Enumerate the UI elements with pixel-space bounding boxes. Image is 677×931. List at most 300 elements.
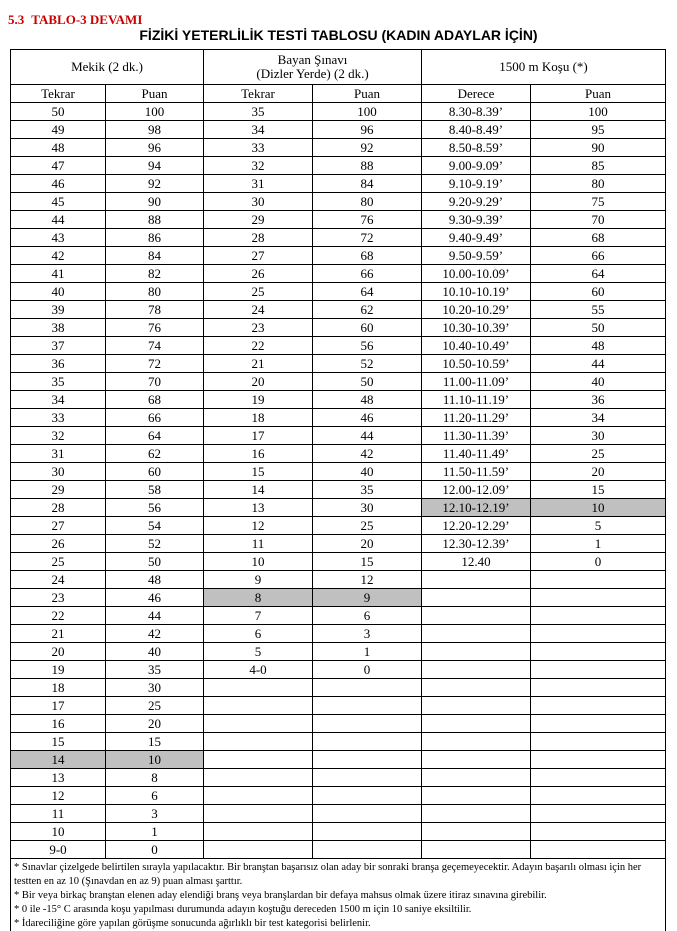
sinav-tekrar-cell: 19 xyxy=(204,391,313,409)
kosu-puan-cell: 34 xyxy=(531,409,666,427)
table-row xyxy=(11,103,666,121)
kosu-puan-cell xyxy=(531,823,666,841)
sinav-header-line1: Bayan Şınavı xyxy=(204,53,421,67)
kosu-puan-cell xyxy=(531,589,666,607)
mekik-tekrar-cell: 41 xyxy=(11,265,106,283)
kosu-puan-cell: 15 xyxy=(531,481,666,499)
mekik-tekrar-cell: 47 xyxy=(11,157,106,175)
mekik-tekrar-cell: 10 xyxy=(11,823,106,841)
kosu-derece-cell xyxy=(422,625,531,643)
kosu-puan-cell: 75 xyxy=(531,193,666,211)
mekik-puan-cell: 68 xyxy=(106,391,204,409)
sinav-puan-cell: 35 xyxy=(313,481,422,499)
sinav-puan-cell: 40 xyxy=(313,463,422,481)
mekik-tekrar-cell: 43 xyxy=(11,229,106,247)
kosu-puan-cell xyxy=(531,697,666,715)
mekik-tekrar-cell: 48 xyxy=(11,139,106,157)
mekik-tekrar-cell: 23 xyxy=(11,589,106,607)
mekik-tekrar-cell: 28 xyxy=(11,499,106,517)
kosu-puan-cell xyxy=(531,715,666,733)
sinav-puan-cell: 46 xyxy=(313,409,422,427)
sinav-puan-cell: 100 xyxy=(313,103,422,121)
mekik-tekrar-cell: 50 xyxy=(11,103,106,121)
sinav-tekrar-cell: 6 xyxy=(204,625,313,643)
table-row xyxy=(11,643,666,661)
sinav-tekrar-cell xyxy=(204,715,313,733)
table-row xyxy=(11,373,666,391)
kosu-derece-cell: 10.20-10.29’ xyxy=(422,301,531,319)
sinav-tekrar-cell xyxy=(204,841,313,859)
fitness-table xyxy=(10,49,666,931)
sinav-tekrar-cell: 35 xyxy=(204,103,313,121)
kosu-derece-cell xyxy=(422,787,531,805)
kosu-derece-cell: 10.50-10.59’ xyxy=(422,355,531,373)
sinav-tekrar-cell: 8 xyxy=(204,589,313,607)
mekik-tekrar-cell: 14 xyxy=(11,751,106,769)
mekik-puan-cell: 62 xyxy=(106,445,204,463)
table-row xyxy=(11,679,666,697)
kosu-puan-cell xyxy=(531,661,666,679)
sinav-puan-cell: 60 xyxy=(313,319,422,337)
mekik-tekrar-cell: 13 xyxy=(11,769,106,787)
kosu-derece-cell xyxy=(422,805,531,823)
sinav-puan-cell: 68 xyxy=(313,247,422,265)
subheader-cell: Tekrar xyxy=(11,85,106,103)
table-row xyxy=(11,715,666,733)
sinav-tekrar-cell: 4-0 xyxy=(204,661,313,679)
kosu-derece-cell: 9.30-9.39’ xyxy=(422,211,531,229)
kosu-puan-cell: 80 xyxy=(531,175,666,193)
table-row xyxy=(11,769,666,787)
mekik-puan-cell: 76 xyxy=(106,319,204,337)
kosu-header: 1500 m Koşu (*) xyxy=(422,50,666,85)
mekik-puan-cell: 90 xyxy=(106,193,204,211)
table-row xyxy=(11,121,666,139)
sinav-puan-cell: 42 xyxy=(313,445,422,463)
sinav-puan-cell: 92 xyxy=(313,139,422,157)
kosu-puan-cell: 85 xyxy=(531,157,666,175)
mekik-tekrar-cell: 35 xyxy=(11,373,106,391)
sinav-tekrar-cell: 25 xyxy=(204,283,313,301)
sinav-puan-cell xyxy=(313,679,422,697)
mekik-puan-cell: 60 xyxy=(106,463,204,481)
kosu-derece-cell: 10.30-10.39’ xyxy=(422,319,531,337)
mekik-tekrar-cell: 38 xyxy=(11,319,106,337)
kosu-derece-cell: 11.20-11.29’ xyxy=(422,409,531,427)
table-row xyxy=(11,319,666,337)
mekik-puan-cell: 10 xyxy=(106,751,204,769)
kosu-derece-cell: 11.30-11.39’ xyxy=(422,427,531,445)
mekik-tekrar-cell: 36 xyxy=(11,355,106,373)
mekik-tekrar-cell: 49 xyxy=(11,121,106,139)
table-row xyxy=(11,625,666,643)
subheader-row xyxy=(11,85,666,103)
kosu-puan-cell xyxy=(531,643,666,661)
kosu-derece-cell: 12.40 xyxy=(422,553,531,571)
kosu-derece-cell: 9.40-9.49’ xyxy=(422,229,531,247)
sinav-puan-cell: 62 xyxy=(313,301,422,319)
table-row xyxy=(11,481,666,499)
mekik-tekrar-cell: 42 xyxy=(11,247,106,265)
table-row xyxy=(11,445,666,463)
table-row xyxy=(11,733,666,751)
table-row xyxy=(11,391,666,409)
mekik-tekrar-cell: 25 xyxy=(11,553,106,571)
kosu-derece-cell: 12.10-12.19’ xyxy=(422,499,531,517)
kosu-puan-cell xyxy=(531,841,666,859)
mekik-puan-cell: 54 xyxy=(106,517,204,535)
sinav-tekrar-cell xyxy=(204,805,313,823)
sinav-tekrar-cell: 9 xyxy=(204,571,313,589)
table-row xyxy=(11,355,666,373)
mekik-tekrar-cell: 18 xyxy=(11,679,106,697)
table-row xyxy=(11,301,666,319)
note-text: * 0 ile -15° C arasında koşu yapılması durumunda adayın koştuğu dereceden 1500 m için 10 saniye eksiltilir. xyxy=(14,903,662,917)
sinav-tekrar-cell: 29 xyxy=(204,211,313,229)
mekik-puan-cell: 8 xyxy=(106,769,204,787)
mekik-puan-cell: 100 xyxy=(106,103,204,121)
header-row xyxy=(11,50,666,85)
mekik-puan-cell: 48 xyxy=(106,571,204,589)
subheader-cell: Puan xyxy=(313,85,422,103)
kosu-derece-cell xyxy=(422,571,531,589)
sinav-tekrar-cell xyxy=(204,733,313,751)
table-row xyxy=(11,499,666,517)
mekik-tekrar-cell: 29 xyxy=(11,481,106,499)
kosu-puan-cell xyxy=(531,805,666,823)
table-row xyxy=(11,823,666,841)
sinav-tekrar-cell: 17 xyxy=(204,427,313,445)
sinav-puan-cell xyxy=(313,787,422,805)
mekik-tekrar-cell: 39 xyxy=(11,301,106,319)
mekik-tekrar-cell: 31 xyxy=(11,445,106,463)
kosu-puan-cell: 0 xyxy=(531,553,666,571)
sinav-puan-cell: 64 xyxy=(313,283,422,301)
sinav-tekrar-cell: 27 xyxy=(204,247,313,265)
table-row xyxy=(11,229,666,247)
kosu-derece-cell xyxy=(422,643,531,661)
sinav-puan-cell: 72 xyxy=(313,229,422,247)
sinav-puan-cell xyxy=(313,805,422,823)
sinav-puan-cell: 1 xyxy=(313,643,422,661)
mekik-puan-cell: 30 xyxy=(106,679,204,697)
kosu-derece-cell: 11.10-11.19’ xyxy=(422,391,531,409)
sinav-tekrar-cell: 12 xyxy=(204,517,313,535)
sinav-puan-cell xyxy=(313,841,422,859)
kosu-puan-cell xyxy=(531,571,666,589)
sinav-tekrar-cell xyxy=(204,787,313,805)
kosu-puan-cell xyxy=(531,787,666,805)
sinav-tekrar-cell: 32 xyxy=(204,157,313,175)
kosu-derece-cell: 8.40-8.49’ xyxy=(422,121,531,139)
table-row xyxy=(11,805,666,823)
sinav-puan-cell: 30 xyxy=(313,499,422,517)
sinav-puan-cell: 0 xyxy=(313,661,422,679)
table-row xyxy=(11,157,666,175)
kosu-derece-cell xyxy=(422,679,531,697)
mekik-tekrar-cell: 21 xyxy=(11,625,106,643)
kosu-derece-cell: 9.20-9.29’ xyxy=(422,193,531,211)
kosu-derece-cell xyxy=(422,733,531,751)
mekik-puan-cell: 15 xyxy=(106,733,204,751)
kosu-puan-cell: 40 xyxy=(531,373,666,391)
mekik-tekrar-cell: 26 xyxy=(11,535,106,553)
mekik-puan-cell: 44 xyxy=(106,607,204,625)
sinav-puan-cell: 76 xyxy=(313,211,422,229)
sinav-header-line2: (Dizler Yerde) (2 dk.) xyxy=(204,67,421,81)
kosu-puan-cell: 30 xyxy=(531,427,666,445)
table-row xyxy=(11,211,666,229)
sinav-puan-cell: 52 xyxy=(313,355,422,373)
kosu-puan-cell: 66 xyxy=(531,247,666,265)
sinav-tekrar-cell: 5 xyxy=(204,643,313,661)
sinav-puan-cell: 66 xyxy=(313,265,422,283)
mekik-tekrar-cell: 32 xyxy=(11,427,106,445)
kosu-derece-cell: 8.50-8.59’ xyxy=(422,139,531,157)
mekik-tekrar-cell: 27 xyxy=(11,517,106,535)
table-row xyxy=(11,535,666,553)
kosu-puan-cell: 90 xyxy=(531,139,666,157)
mekik-tekrar-cell: 46 xyxy=(11,175,106,193)
sinav-puan-cell: 25 xyxy=(313,517,422,535)
sinav-puan-cell xyxy=(313,697,422,715)
sinav-tekrar-cell xyxy=(204,769,313,787)
sinav-puan-cell: 48 xyxy=(313,391,422,409)
mekik-puan-cell: 35 xyxy=(106,661,204,679)
subheader-cell: Puan xyxy=(531,85,666,103)
mekik-tekrar-cell: 30 xyxy=(11,463,106,481)
sinav-tekrar-cell: 31 xyxy=(204,175,313,193)
mekik-puan-cell: 1 xyxy=(106,823,204,841)
kosu-puan-cell xyxy=(531,751,666,769)
table-row xyxy=(11,175,666,193)
mekik-puan-cell: 80 xyxy=(106,283,204,301)
mekik-tekrar-cell: 20 xyxy=(11,643,106,661)
mekik-header: Mekik (2 dk.) xyxy=(11,50,204,85)
sinav-tekrar-cell: 23 xyxy=(204,319,313,337)
mekik-puan-cell: 88 xyxy=(106,211,204,229)
mekik-puan-cell: 56 xyxy=(106,499,204,517)
table-row xyxy=(11,463,666,481)
kosu-derece-cell xyxy=(422,769,531,787)
mekik-tekrar-cell: 17 xyxy=(11,697,106,715)
sinav-tekrar-cell: 22 xyxy=(204,337,313,355)
section-heading xyxy=(8,12,146,28)
kosu-puan-cell xyxy=(531,679,666,697)
sinav-tekrar-cell: 28 xyxy=(204,229,313,247)
mekik-puan-cell: 94 xyxy=(106,157,204,175)
kosu-derece-cell: 12.30-12.39’ xyxy=(422,535,531,553)
sinav-tekrar-cell: 14 xyxy=(204,481,313,499)
mekik-tekrar-cell: 34 xyxy=(11,391,106,409)
note-text: * İdareciliğine göre yapılan görüşme sonucunda ağırlıklı bir test kategorisi belirlenir. xyxy=(14,917,662,931)
table-row xyxy=(11,517,666,535)
kosu-puan-cell: 25 xyxy=(531,445,666,463)
mekik-tekrar-cell: 40 xyxy=(11,283,106,301)
kosu-derece-cell: 10.00-10.09’ xyxy=(422,265,531,283)
sinav-tekrar-cell: 7 xyxy=(204,607,313,625)
sinav-puan-cell: 80 xyxy=(313,193,422,211)
sinav-tekrar-cell: 16 xyxy=(204,445,313,463)
sinav-puan-cell xyxy=(313,751,422,769)
section-number: 5.3 xyxy=(8,12,24,27)
mekik-tekrar-cell: 11 xyxy=(11,805,106,823)
kosu-puan-cell xyxy=(531,607,666,625)
kosu-derece-cell: 9.00-9.09’ xyxy=(422,157,531,175)
sinav-tekrar-cell xyxy=(204,697,313,715)
sinav-tekrar-cell: 33 xyxy=(204,139,313,157)
sinav-puan-cell: 20 xyxy=(313,535,422,553)
sinav-puan-cell: 9 xyxy=(313,589,422,607)
sinav-tekrar-cell: 11 xyxy=(204,535,313,553)
table-row xyxy=(11,661,666,679)
table-row xyxy=(11,751,666,769)
table-row xyxy=(11,553,666,571)
kosu-derece-cell xyxy=(422,823,531,841)
table-row xyxy=(11,787,666,805)
kosu-derece-cell: 11.50-11.59’ xyxy=(422,463,531,481)
mekik-tekrar-cell: 12 xyxy=(11,787,106,805)
kosu-derece-cell xyxy=(422,607,531,625)
mekik-tekrar-cell: 44 xyxy=(11,211,106,229)
kosu-puan-cell: 20 xyxy=(531,463,666,481)
table-row xyxy=(11,193,666,211)
kosu-puan-cell: 1 xyxy=(531,535,666,553)
sinav-puan-cell: 3 xyxy=(313,625,422,643)
notes-row xyxy=(11,859,666,931)
sinav-tekrar-cell xyxy=(204,823,313,841)
sinav-tekrar-cell: 26 xyxy=(204,265,313,283)
kosu-derece-cell: 9.50-9.59’ xyxy=(422,247,531,265)
kosu-puan-cell: 36 xyxy=(531,391,666,409)
table-row xyxy=(11,409,666,427)
sinav-puan-cell: 6 xyxy=(313,607,422,625)
table-row xyxy=(11,283,666,301)
kosu-derece-cell: 11.40-11.49’ xyxy=(422,445,531,463)
mekik-puan-cell: 6 xyxy=(106,787,204,805)
kosu-derece-cell: 12.00-12.09’ xyxy=(422,481,531,499)
sinav-puan-cell xyxy=(313,823,422,841)
mekik-puan-cell: 3 xyxy=(106,805,204,823)
kosu-puan-cell: 5 xyxy=(531,517,666,535)
kosu-puan-cell: 50 xyxy=(531,319,666,337)
sinav-tekrar-cell: 13 xyxy=(204,499,313,517)
kosu-derece-cell: 8.30-8.39’ xyxy=(422,103,531,121)
sinav-puan-cell xyxy=(313,769,422,787)
sinav-tekrar-cell: 21 xyxy=(204,355,313,373)
notes-cell xyxy=(11,859,666,931)
table-row xyxy=(11,139,666,157)
sinav-puan-cell: 88 xyxy=(313,157,422,175)
table-row xyxy=(11,337,666,355)
mekik-puan-cell: 84 xyxy=(106,247,204,265)
kosu-puan-cell: 64 xyxy=(531,265,666,283)
kosu-derece-cell xyxy=(422,751,531,769)
mekik-tekrar-cell: 22 xyxy=(11,607,106,625)
sinav-tekrar-cell xyxy=(204,679,313,697)
sinav-puan-cell xyxy=(313,733,422,751)
table-row xyxy=(11,589,666,607)
sinav-tekrar-cell: 34 xyxy=(204,121,313,139)
kosu-puan-cell: 68 xyxy=(531,229,666,247)
kosu-derece-cell xyxy=(422,841,531,859)
note-text: * Bir veya birkaç branştan elenen aday elendiği branş veya branşlardan bir defaya mahsus olmak üzere itiraz sınavına girebilir. xyxy=(14,889,662,903)
kosu-puan-cell: 100 xyxy=(531,103,666,121)
mekik-puan-cell: 96 xyxy=(106,139,204,157)
mekik-puan-cell: 50 xyxy=(106,553,204,571)
kosu-puan-cell: 44 xyxy=(531,355,666,373)
mekik-puan-cell: 64 xyxy=(106,427,204,445)
mekik-puan-cell: 98 xyxy=(106,121,204,139)
kosu-derece-cell: 11.00-11.09’ xyxy=(422,373,531,391)
mekik-puan-cell: 58 xyxy=(106,481,204,499)
sinav-puan-cell: 15 xyxy=(313,553,422,571)
kosu-puan-cell xyxy=(531,769,666,787)
table-row xyxy=(11,247,666,265)
sinav-puan-cell: 12 xyxy=(313,571,422,589)
kosu-puan-cell xyxy=(531,625,666,643)
mekik-tekrar-cell: 9-0 xyxy=(11,841,106,859)
sinav-tekrar-cell: 18 xyxy=(204,409,313,427)
mekik-puan-cell: 74 xyxy=(106,337,204,355)
kosu-derece-cell xyxy=(422,589,531,607)
mekik-tekrar-cell: 45 xyxy=(11,193,106,211)
mekik-puan-cell: 0 xyxy=(106,841,204,859)
sinav-puan-cell: 96 xyxy=(313,121,422,139)
subheader-cell: Puan xyxy=(106,85,204,103)
table-row xyxy=(11,697,666,715)
mekik-puan-cell: 40 xyxy=(106,643,204,661)
kosu-puan-cell: 60 xyxy=(531,283,666,301)
mekik-puan-cell: 72 xyxy=(106,355,204,373)
kosu-puan-cell: 70 xyxy=(531,211,666,229)
kosu-derece-cell: 10.40-10.49’ xyxy=(422,337,531,355)
table-row xyxy=(11,265,666,283)
table-row xyxy=(11,571,666,589)
note-text: * Sınavlar çizelgede belirtilen sırayla yapılacaktır. Bir branştan başarısız olan aday bir sonraki branşa geçemeyecektir. Adayın başarılı olması için her testten en az 10 (Şınavdan en az 9) puan alması şarttır. xyxy=(14,861,662,889)
mekik-puan-cell: 42 xyxy=(106,625,204,643)
sinav-tekrar-cell: 15 xyxy=(204,463,313,481)
kosu-puan-cell: 95 xyxy=(531,121,666,139)
kosu-derece-cell xyxy=(422,697,531,715)
kosu-derece-cell: 12.20-12.29’ xyxy=(422,517,531,535)
kosu-puan-cell: 48 xyxy=(531,337,666,355)
mekik-puan-cell: 25 xyxy=(106,697,204,715)
sinav-puan-cell: 84 xyxy=(313,175,422,193)
mekik-puan-cell: 20 xyxy=(106,715,204,733)
mekik-tekrar-cell: 37 xyxy=(11,337,106,355)
table-row xyxy=(11,607,666,625)
page-title: FİZİKİ YETERLİLİK TESTİ TABLOSU (KADIN ADAYLAR İÇİN) xyxy=(0,27,677,43)
kosu-puan-cell xyxy=(531,733,666,751)
sinav-header xyxy=(204,50,422,85)
kosu-puan-cell: 55 xyxy=(531,301,666,319)
sinav-puan-cell: 56 xyxy=(313,337,422,355)
sinav-puan-cell: 44 xyxy=(313,427,422,445)
sinav-puan-cell: 50 xyxy=(313,373,422,391)
sinav-tekrar-cell: 24 xyxy=(204,301,313,319)
sinav-tekrar-cell: 10 xyxy=(204,553,313,571)
mekik-puan-cell: 86 xyxy=(106,229,204,247)
subheader-cell: Derece xyxy=(422,85,531,103)
kosu-derece-cell: 10.10-10.19’ xyxy=(422,283,531,301)
kosu-derece-cell: 9.10-9.19’ xyxy=(422,175,531,193)
mekik-tekrar-cell: 33 xyxy=(11,409,106,427)
table-row xyxy=(11,841,666,859)
sinav-tekrar-cell: 20 xyxy=(204,373,313,391)
sinav-puan-cell xyxy=(313,715,422,733)
mekik-puan-cell: 66 xyxy=(106,409,204,427)
